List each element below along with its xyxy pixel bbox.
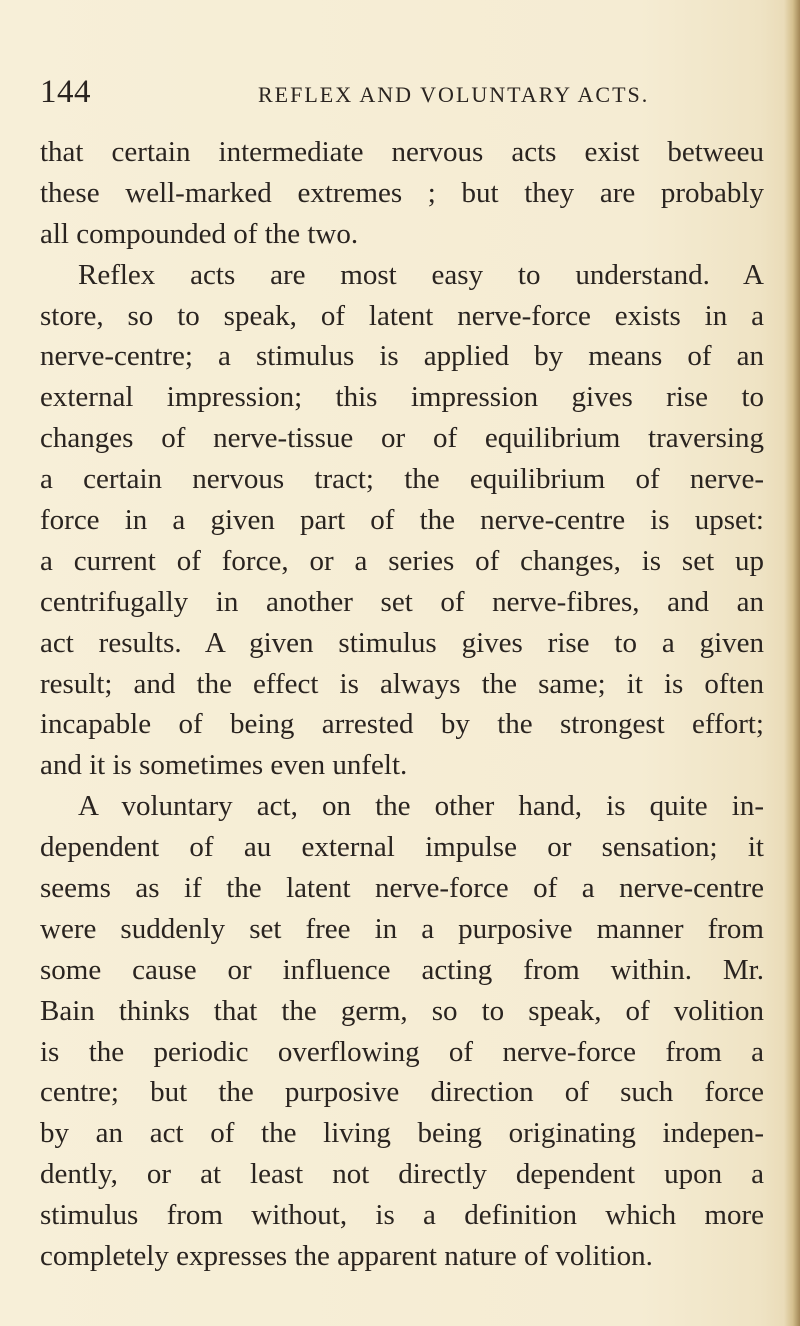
text-line: store, so to speak, of latent nerve-force exists in a [40, 299, 764, 332]
text-line: is the periodic overflowing of nerve-force from a [40, 1035, 764, 1068]
page-edge-shadow [784, 0, 800, 1326]
text-line: external impression; this impression gives rise to [40, 381, 764, 414]
text-line: that certain intermediate nervous acts exist betweeu [40, 136, 764, 168]
text-line: some cause or influence acting from within. Mr. [40, 953, 764, 986]
text-line: dently, or at least not directly dependent upon a [40, 1158, 764, 1191]
body-text [40, 132, 764, 1277]
text-line: by an act of the living being originating indepen- [40, 1117, 764, 1150]
text-line: were suddenly set free in a purposive manner from [40, 912, 764, 945]
text-line: stimulus from without, is a definition which more [40, 1199, 764, 1232]
text-line: a current of force, or a series of changes, is set up [40, 544, 764, 577]
text-line: Reflex acts are most easy to understand. A [78, 258, 764, 291]
text-line: dependent of au external impulse or sensation; it [40, 831, 764, 864]
text-line: changes of nerve-tissue or of equilibrium traversing [40, 422, 764, 455]
text-line: seems as if the latent nerve-force of a nerve-centre [40, 872, 764, 905]
text-line: and it is sometimes even unfelt. [40, 749, 408, 782]
text-line: incapable of being arrested by the strongest effort; [40, 708, 764, 741]
text-line: completely expresses the apparent nature of volition. [40, 1240, 653, 1273]
text-line: Bain thinks that the germ, so to speak, of volition [40, 994, 764, 1027]
text-line: centre; but the purposive direction of such force [40, 1076, 764, 1109]
text-line: all compounded of the two. [40, 217, 359, 250]
page-header [40, 72, 740, 116]
text-line: a certain nervous tract; the equilibrium of nerve- [40, 463, 764, 496]
text-line: centrifugally in another set of nerve-fibres, and an [40, 585, 764, 618]
text-line: nerve-centre; a stimulus is applied by means of an [40, 340, 764, 373]
text-line: force in a given part of the nerve-centre is upset: [40, 504, 764, 537]
text-line: result; and the effect is always the same; it is often [40, 667, 764, 700]
text-line: A voluntary act, on the other hand, is quite in- [78, 790, 764, 823]
text-line: these well-marked extremes ; but they are probably [40, 176, 764, 209]
running-head: REFLEX AND VOLUNTARY ACTS. [258, 82, 650, 107]
text-line: act results. A given stimulus gives rise to a given [40, 626, 764, 659]
page-number: 144 [40, 74, 91, 110]
